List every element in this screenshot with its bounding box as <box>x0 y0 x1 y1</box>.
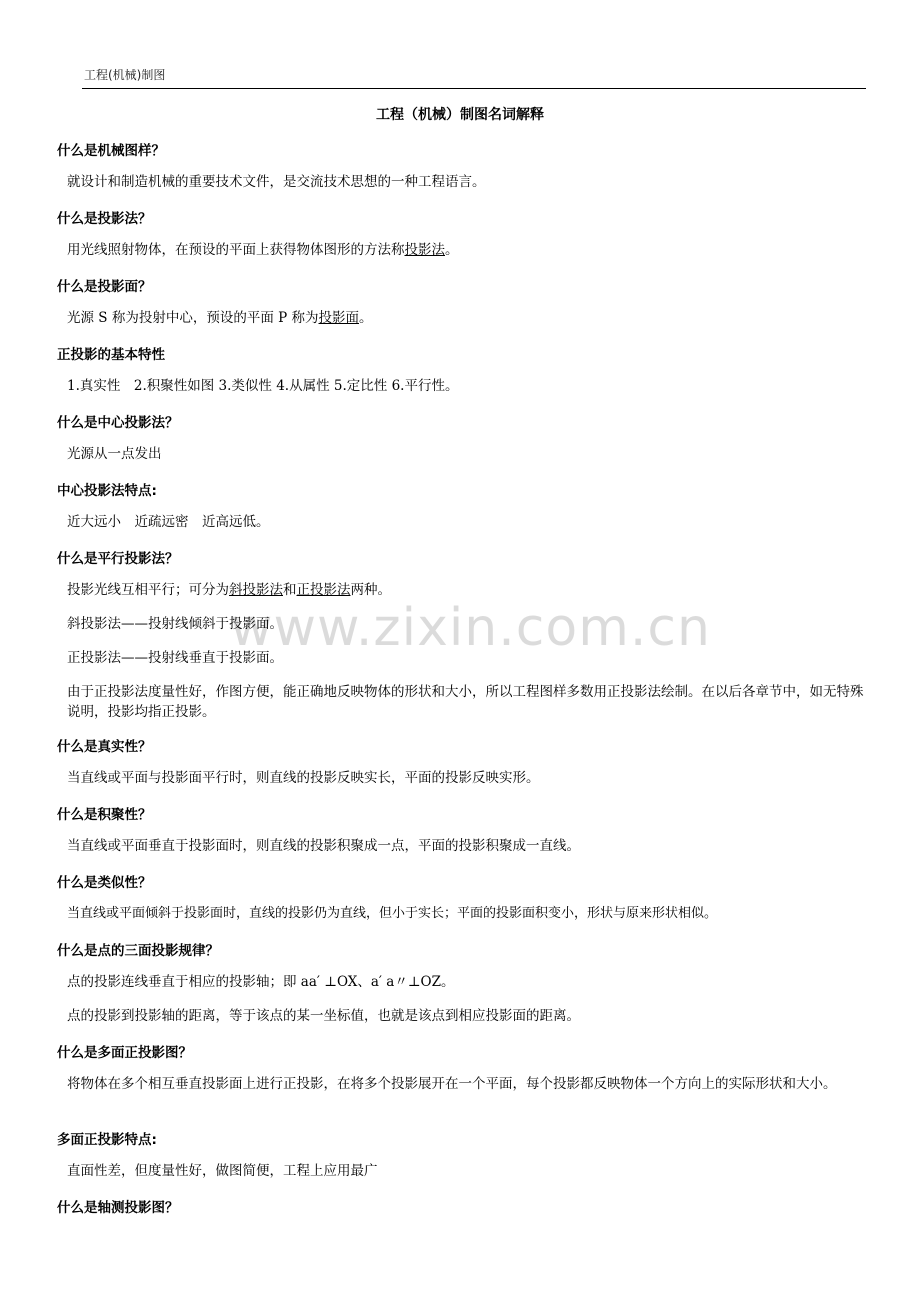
answer-text: 就设计和制造机械的重要技术文件，是交流技术思想的一种工程语言。 <box>67 174 486 190</box>
answer-text: 投影光线互相平行；可分为斜投影法和正投影法两种。 <box>67 582 391 598</box>
answer-text: 近大远小 近疏远密 近高远低。 <box>67 514 270 530</box>
answer-text: 斜投影法——投射线倾斜于投影面。 <box>67 616 283 632</box>
question-heading: 什么是轴测投影图？ <box>57 1200 179 1216</box>
question-heading: 中心投影法特点: <box>57 483 157 499</box>
answer-text: 点的投影到投影轴的距离，等于该点的某一坐标值，也就是该点到相应投影面的距离。 <box>67 1008 580 1024</box>
answer-paragraph: 将物体在多个相互垂直投影面上进行正投影，在将多个投影展开在一个平面，每个投影都反映物体一个方向上的实际形状和大小。 <box>67 1076 837 1092</box>
answer-text: 当直线或平面倾斜于投影面时，直线的投影仍为直线，但小于实长；平面的投影面积变小，形状与原来形状相似。 <box>67 906 718 921</box>
term-underlined: 斜投影法 <box>229 582 283 598</box>
question-heading: 什么是点的三面投影规律？ <box>57 943 219 959</box>
question-heading: 什么是中心投影法？ <box>57 415 179 431</box>
term-underlined: 投影面 <box>318 310 359 326</box>
header-text: 工程(机械)制图 <box>84 68 166 82</box>
answer-text: 用光线照射物体，在预设的平面上获得物体图形的方法称投影法。 <box>67 242 459 258</box>
question-heading: 什么是投影面？ <box>57 279 152 295</box>
question-heading: 什么是投影法？ <box>57 211 152 227</box>
answer-text: 点的投影连线垂直于相应的投影轴；即 aa′ ⊥OX、a′ a〃⊥OZ。 <box>67 974 455 990</box>
question-heading: 正投影的基本特性 <box>57 347 165 363</box>
answer-paragraph: 由于正投影法度量性好，作图方便，能正确地反映物体的形状和大小，所以工程图样多数用正投影法绘制。在以后各章节中，如无特殊说明，投影均指正投影。 <box>67 684 864 720</box>
answer-text: 1.真实性 2.积聚性如图 3.类似性 4.从属性 5.定比性 6.平行性。 <box>67 378 459 394</box>
question-heading: 什么是类似性？ <box>57 875 152 891</box>
term-underlined: 正投影法 <box>296 582 351 598</box>
answer-text: 直面性差，但度量性好，做图简便，工程上应用最广 <box>67 1163 378 1179</box>
term-underlined: 投影法 <box>404 242 445 258</box>
page-header <box>82 62 866 89</box>
question-heading: 什么是机械图样？ <box>57 143 165 159</box>
answer-text: 正投影法——投射线垂直于投影面。 <box>67 650 283 666</box>
answer-text: 光源 S 称为投射中心，预设的平面 P 称为投影面。 <box>67 310 373 326</box>
watermark: www.zixin.com.cn <box>230 598 711 658</box>
question-heading: 什么是平行投影法？ <box>57 551 179 567</box>
question-heading: 什么是真实性？ <box>57 739 152 755</box>
question-heading: 什么是多面正投影图？ <box>57 1045 192 1061</box>
question-heading: 什么是积聚性？ <box>57 807 152 823</box>
answer-text: 当直线或平面与投影面平行时，则直线的投影反映实长，平面的投影反映实形。 <box>67 770 540 786</box>
answer-text: 当直线或平面垂直于投影面时，则直线的投影积聚成一点，平面的投影积聚成一直线。 <box>67 838 580 854</box>
question-heading: 多面正投影特点: <box>57 1132 157 1148</box>
document-title: 工程（机械）制图名词解释 <box>376 107 544 123</box>
answer-text: 光源从一点发出 <box>67 446 162 462</box>
